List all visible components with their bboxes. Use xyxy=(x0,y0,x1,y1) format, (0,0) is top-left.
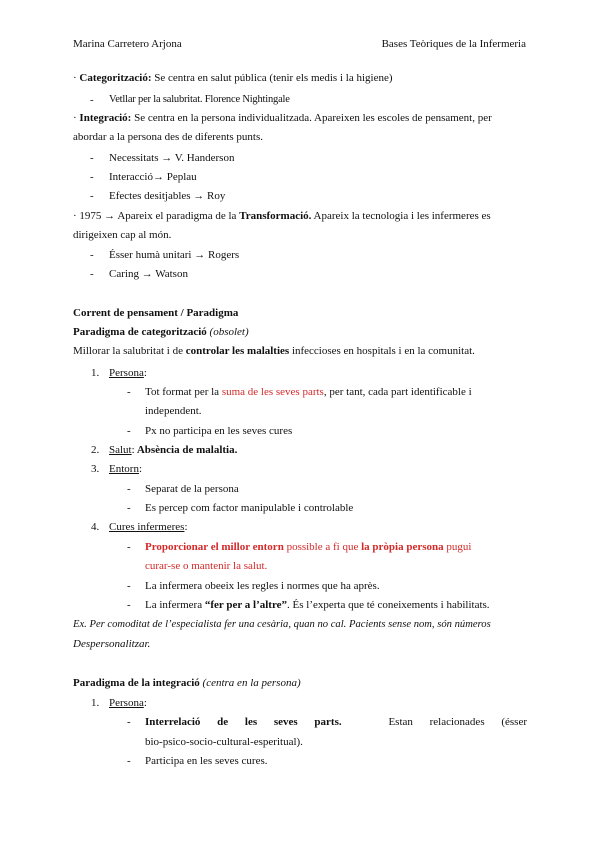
dash-glyph: - xyxy=(127,599,131,611)
transf-item: Caring → Watson xyxy=(109,268,188,280)
categ-desc xyxy=(73,345,475,357)
transf-item: Ésser humà unitari → Rogers xyxy=(109,249,240,261)
cat-label: Categorització: xyxy=(79,72,152,84)
categ-persona-b1-line2: independent. xyxy=(145,405,202,417)
categ-persona-b1 xyxy=(145,386,527,398)
int-item: Efectes desitjables → Roy xyxy=(109,190,226,202)
categ-entorn xyxy=(109,463,142,475)
bullet-glyph: · xyxy=(73,112,77,124)
p4-b3-pre: La infermera xyxy=(145,599,205,611)
dash-glyph: - xyxy=(90,152,94,164)
dash-glyph: - xyxy=(90,94,94,106)
categ-salut-text: Absència de malaltia. xyxy=(134,444,238,456)
categ-persona xyxy=(109,367,147,379)
bullet-glyph: · xyxy=(73,210,77,222)
categ-entorn-b2: Es percep com factor manipulable i controlable xyxy=(145,502,354,514)
dash-glyph: - xyxy=(127,580,131,592)
list-number: 1. xyxy=(91,697,100,709)
int-text-2: abordar a la persona des de diferents punts. xyxy=(73,131,263,143)
dash-glyph: - xyxy=(90,268,94,280)
p4-b3-post: . És l’experta que té coneixements i habilitats. xyxy=(287,599,490,611)
dash-glyph: - xyxy=(127,483,131,495)
colon-glyph: : xyxy=(143,367,147,379)
intro-integracio xyxy=(73,112,492,124)
integ-title: Paradigma de la integració xyxy=(73,677,200,689)
categ-persona-label: Persona xyxy=(109,367,144,379)
list-number: 3. xyxy=(91,463,100,475)
transf-pre: 1975 → Apareix el paradigma de la xyxy=(79,210,240,222)
categ-example-line1: Ex. Per comoditat de l’especialista fer una cesària, quan no cal. Pacients sense nom, són números xyxy=(73,619,491,630)
categ-heading xyxy=(73,326,249,338)
categ-cures-b3 xyxy=(145,599,490,611)
header-subject: Bases Teòriques de la Infermeria xyxy=(381,38,526,50)
categ-title: Paradigma de categorització xyxy=(73,326,207,338)
dash-glyph: - xyxy=(127,386,131,398)
dash-glyph: - xyxy=(127,502,131,514)
categ-title-note: (obsolet) xyxy=(209,326,249,338)
categ-desc-bold: controlar les malalties xyxy=(185,345,290,357)
categ-cures-b1-line2: curar-se o mantenir la salut. xyxy=(145,560,268,572)
cat-text: Se centra en salut pública (tenir els medis i la higiene) xyxy=(151,72,393,84)
integ-persona-label: Persona xyxy=(109,697,144,709)
bullet-glyph: · xyxy=(73,72,77,84)
p4-b1-end: pugui xyxy=(443,541,472,553)
categ-persona-b2: Px no participa en les seves cures xyxy=(145,425,293,437)
dash-glyph: - xyxy=(127,425,131,437)
intro-transformacio xyxy=(73,210,491,222)
list-number: 1. xyxy=(91,367,100,379)
list-number: 2. xyxy=(91,444,100,456)
dash-glyph: - xyxy=(90,171,94,183)
dash-glyph: - xyxy=(127,716,131,728)
p1-b1-pre: Tot format per la xyxy=(145,386,222,398)
p4-b1-mid: possible a fi que xyxy=(283,541,362,553)
intro-categoritzacio xyxy=(73,72,393,84)
categ-cures-b1 xyxy=(145,541,471,553)
header-author: Marina Carretero Arjona xyxy=(73,38,182,50)
p1-b1-red: suma de les seves parts xyxy=(221,386,324,398)
integ-persona-b1 xyxy=(145,716,527,728)
categ-cures-b2: La infermera obeeix les regles i normes que ha après. xyxy=(145,580,380,592)
categ-entorn-label: Entorn xyxy=(109,463,139,475)
section-title: Corrent de pensament / Paradigma xyxy=(73,307,239,319)
colon-glyph: : xyxy=(184,521,188,533)
integ-persona xyxy=(109,697,147,709)
colon-glyph: : xyxy=(131,444,135,456)
p1-b1-post: , per tant, cada part identificable i xyxy=(323,386,472,398)
colon-glyph: : xyxy=(138,463,143,475)
int-text-1: Se centra en la persona individualitzada. Apareixen les escoles de pensament, per xyxy=(131,112,492,124)
p4-b3-bold: “fer per a l’altre” xyxy=(204,599,288,611)
integ-persona-b1-line2: bio-psico-socio-cultural-esperitual). xyxy=(145,736,303,748)
categ-desc-pre: Millorar la salubritat i de xyxy=(73,345,186,357)
categ-entorn-b1: Separat de la persona xyxy=(145,483,239,495)
categ-cures-label: Cures infermeres xyxy=(109,521,185,533)
integ-b1-bold: Interrelació de les seves parts. xyxy=(145,716,342,728)
int-item: Necessitats → V. Handerson xyxy=(109,152,235,164)
transf-label: Transformació. xyxy=(239,210,312,222)
categ-salut-label: Salut xyxy=(109,444,132,456)
dash-glyph: - xyxy=(90,249,94,261)
integ-heading xyxy=(73,677,301,689)
p4-b1-red2: la pròpia persona xyxy=(361,541,444,553)
categ-cures xyxy=(109,521,188,533)
int-item: Interacció→ Peplau xyxy=(109,171,197,183)
p4-b1-red: Proporcionar el millor entorn xyxy=(145,541,284,553)
integ-persona-b2: Participa en les seves cures. xyxy=(145,755,268,767)
dash-glyph: - xyxy=(90,190,94,202)
list-number: 4. xyxy=(91,521,100,533)
categ-desc-post: infeccioses en hospitals i en la comunitat. xyxy=(289,345,475,357)
categ-salut xyxy=(109,444,237,456)
dash-glyph: - xyxy=(127,755,131,767)
integ-b1-rest: Estan relacionades (ésser xyxy=(388,716,527,728)
colon-glyph: : xyxy=(143,697,147,709)
dash-glyph: - xyxy=(127,541,131,553)
transf-post: Apareix la tecnologia i les infermeres es xyxy=(311,210,491,222)
cat-item: Vetllar per la salubritat. Florence Nightingale xyxy=(109,94,290,105)
int-label: Integració: xyxy=(79,112,132,124)
integ-title-note: (centra en la persona) xyxy=(202,677,301,689)
transf-text-2: dirigeixen cap al món. xyxy=(73,229,172,241)
categ-example-line2: Despersonalitzar. xyxy=(73,638,151,650)
